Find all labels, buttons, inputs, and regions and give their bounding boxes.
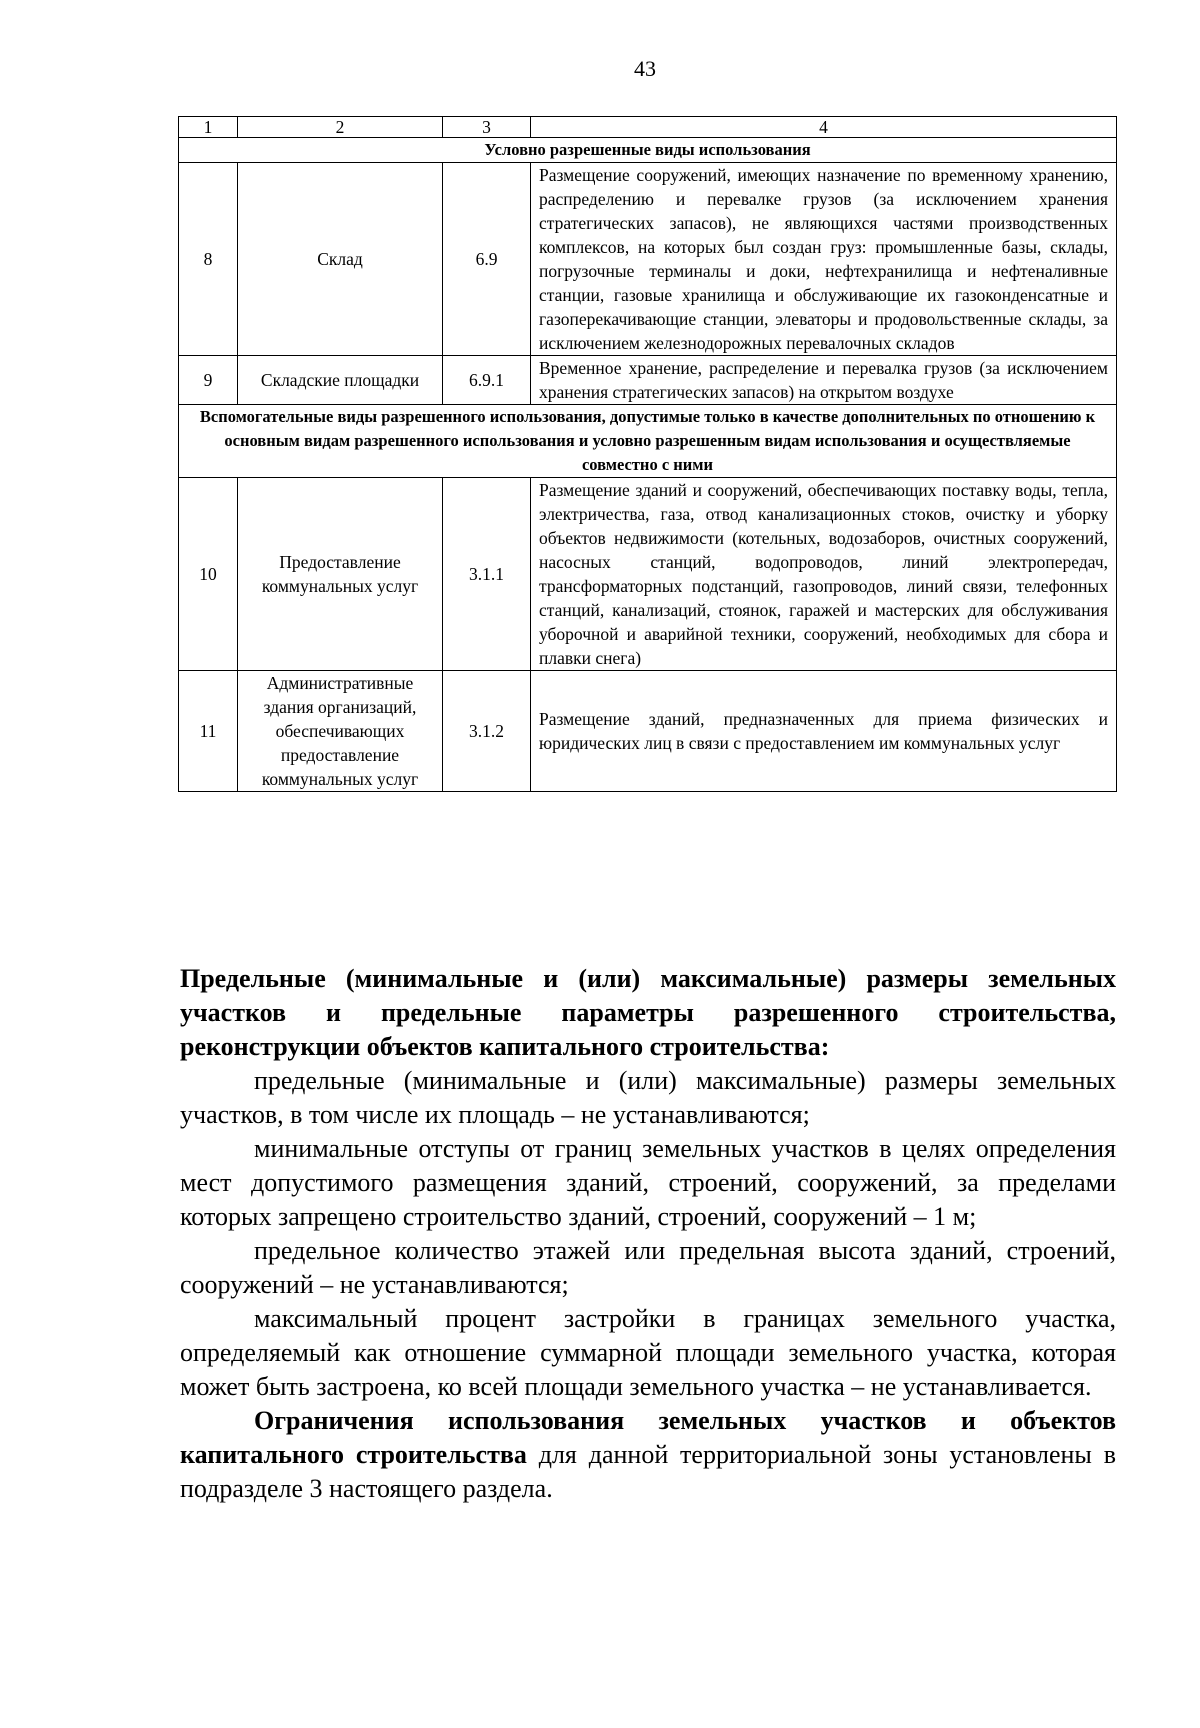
use-code: 3.1.1 xyxy=(443,478,531,671)
section-title-conditional: Условно разрешенные виды использования xyxy=(179,138,1117,163)
use-name: Предоставление коммунальных услуг xyxy=(238,478,443,671)
paragraph-coverage: максимальный процент застройки в границах земельного участка, определяемый как отношение суммарной площади земельного участка, которая может быть застроена, ко всей площади земельного участка – не устанавливается. xyxy=(180,1304,1116,1401)
row-number: 9 xyxy=(179,356,238,405)
land-use-table xyxy=(178,116,1117,792)
use-name: Административные здания организаций, обеспечивающих предоставление коммунальных услуг xyxy=(238,671,443,792)
use-description: Размещение зданий и сооружений, обеспечивающих поставку воды, тепла, электричества, газа, отвод канализационных стоков, очистку и уборку объектов недвижимости (котельных, водозаборов, очистных сооружений, насосных станций, водопроводов, линий электропередач, трансформаторных подстанций, газопроводов, линий связи, телефонных станций, канализаций, стоянок, гаражей и мастерских для обслуживания уборочной и аварийной техники, сооружений, необходимых для сбора и плавки снега) xyxy=(531,478,1117,671)
table-row xyxy=(179,163,1117,356)
paragraph-restrictions xyxy=(180,1404,1116,1506)
restrictions-bold-text: Ограничения использования земельных участков и объектов капитального строительства xyxy=(180,1406,1116,1469)
use-code: 3.1.2 xyxy=(443,671,531,792)
use-description: Временное хранение, распределение и перевалка грузов (за исключением хранения стратегических запасов) на открытом воздухе xyxy=(531,356,1117,405)
section-row-auxiliary xyxy=(179,405,1117,478)
header-col-3: 3 xyxy=(443,117,531,138)
use-description: Размещение зданий, предназначенных для приема физических и юридических лиц в связи с предоставлением им коммунальных услуг xyxy=(531,671,1117,792)
restrictions-rest-text: для данной территориальной зоны установлены в подразделе 3 настоящего раздела. xyxy=(180,1440,1116,1503)
use-name: Склад xyxy=(238,163,443,356)
table-row xyxy=(179,671,1117,792)
header-col-4: 4 xyxy=(531,117,1117,138)
table-header-row xyxy=(179,117,1117,138)
paragraph-setbacks: минимальные отступы от границ земельных участков в целях определения мест допустимого размещения зданий, строений, сооружений, за пределами которых запрещено строительство зданий, строений, сооружений – 1 м; xyxy=(180,1134,1116,1231)
header-col-2: 2 xyxy=(238,117,443,138)
table-row xyxy=(179,478,1117,671)
use-code: 6.9.1 xyxy=(443,356,531,405)
section-title-auxiliary: Вспомогательные виды разрешенного использования, допустимые только в качестве дополнительных по отношению к основным видам разрешенного использования и условно разрешенным видам использования и осуществляемые совместно с ними xyxy=(179,405,1117,478)
parameters-heading: Предельные (минимальные и (или) максимальные) размеры земельных участков и предельные параметры разрешенного строительства, реконструкции объектов капитального строительства: xyxy=(180,964,1116,1061)
body-text xyxy=(180,962,1116,1506)
row-number: 10 xyxy=(179,478,238,671)
page-number: 43 xyxy=(634,56,656,81)
table-row xyxy=(179,356,1117,405)
section-row-conditional xyxy=(179,138,1117,163)
use-description: Размещение сооружений, имеющих назначение по временному хранению, распределению и перевалке грузов (за исключением хранения стратегических запасов), не являющихся частями производственных комплексов, на которых был создан груз: промышленные базы, склады, погрузочные терминалы и доки, нефтехранилища и нефтеналивные станции, газовые хранилища и обслуживающие их газоконденсатные и газоперекачивающие станции, элеваторы и продовольственные склады, за исключением железнодорожных перевалочных складов xyxy=(531,163,1117,356)
paragraph-plot-sizes: предельные (минимальные и (или) максимальные) размеры земельных участков, в том числе их площадь – не устанавливаются; xyxy=(180,1066,1116,1129)
use-name: Складские площадки xyxy=(238,356,443,405)
row-number: 8 xyxy=(179,163,238,356)
use-code: 6.9 xyxy=(443,163,531,356)
paragraph-floors: предельное количество этажей или предельная высота зданий, строений, сооружений – не устанавливаются; xyxy=(180,1236,1116,1299)
row-number: 11 xyxy=(179,671,238,792)
header-col-1: 1 xyxy=(179,117,238,138)
